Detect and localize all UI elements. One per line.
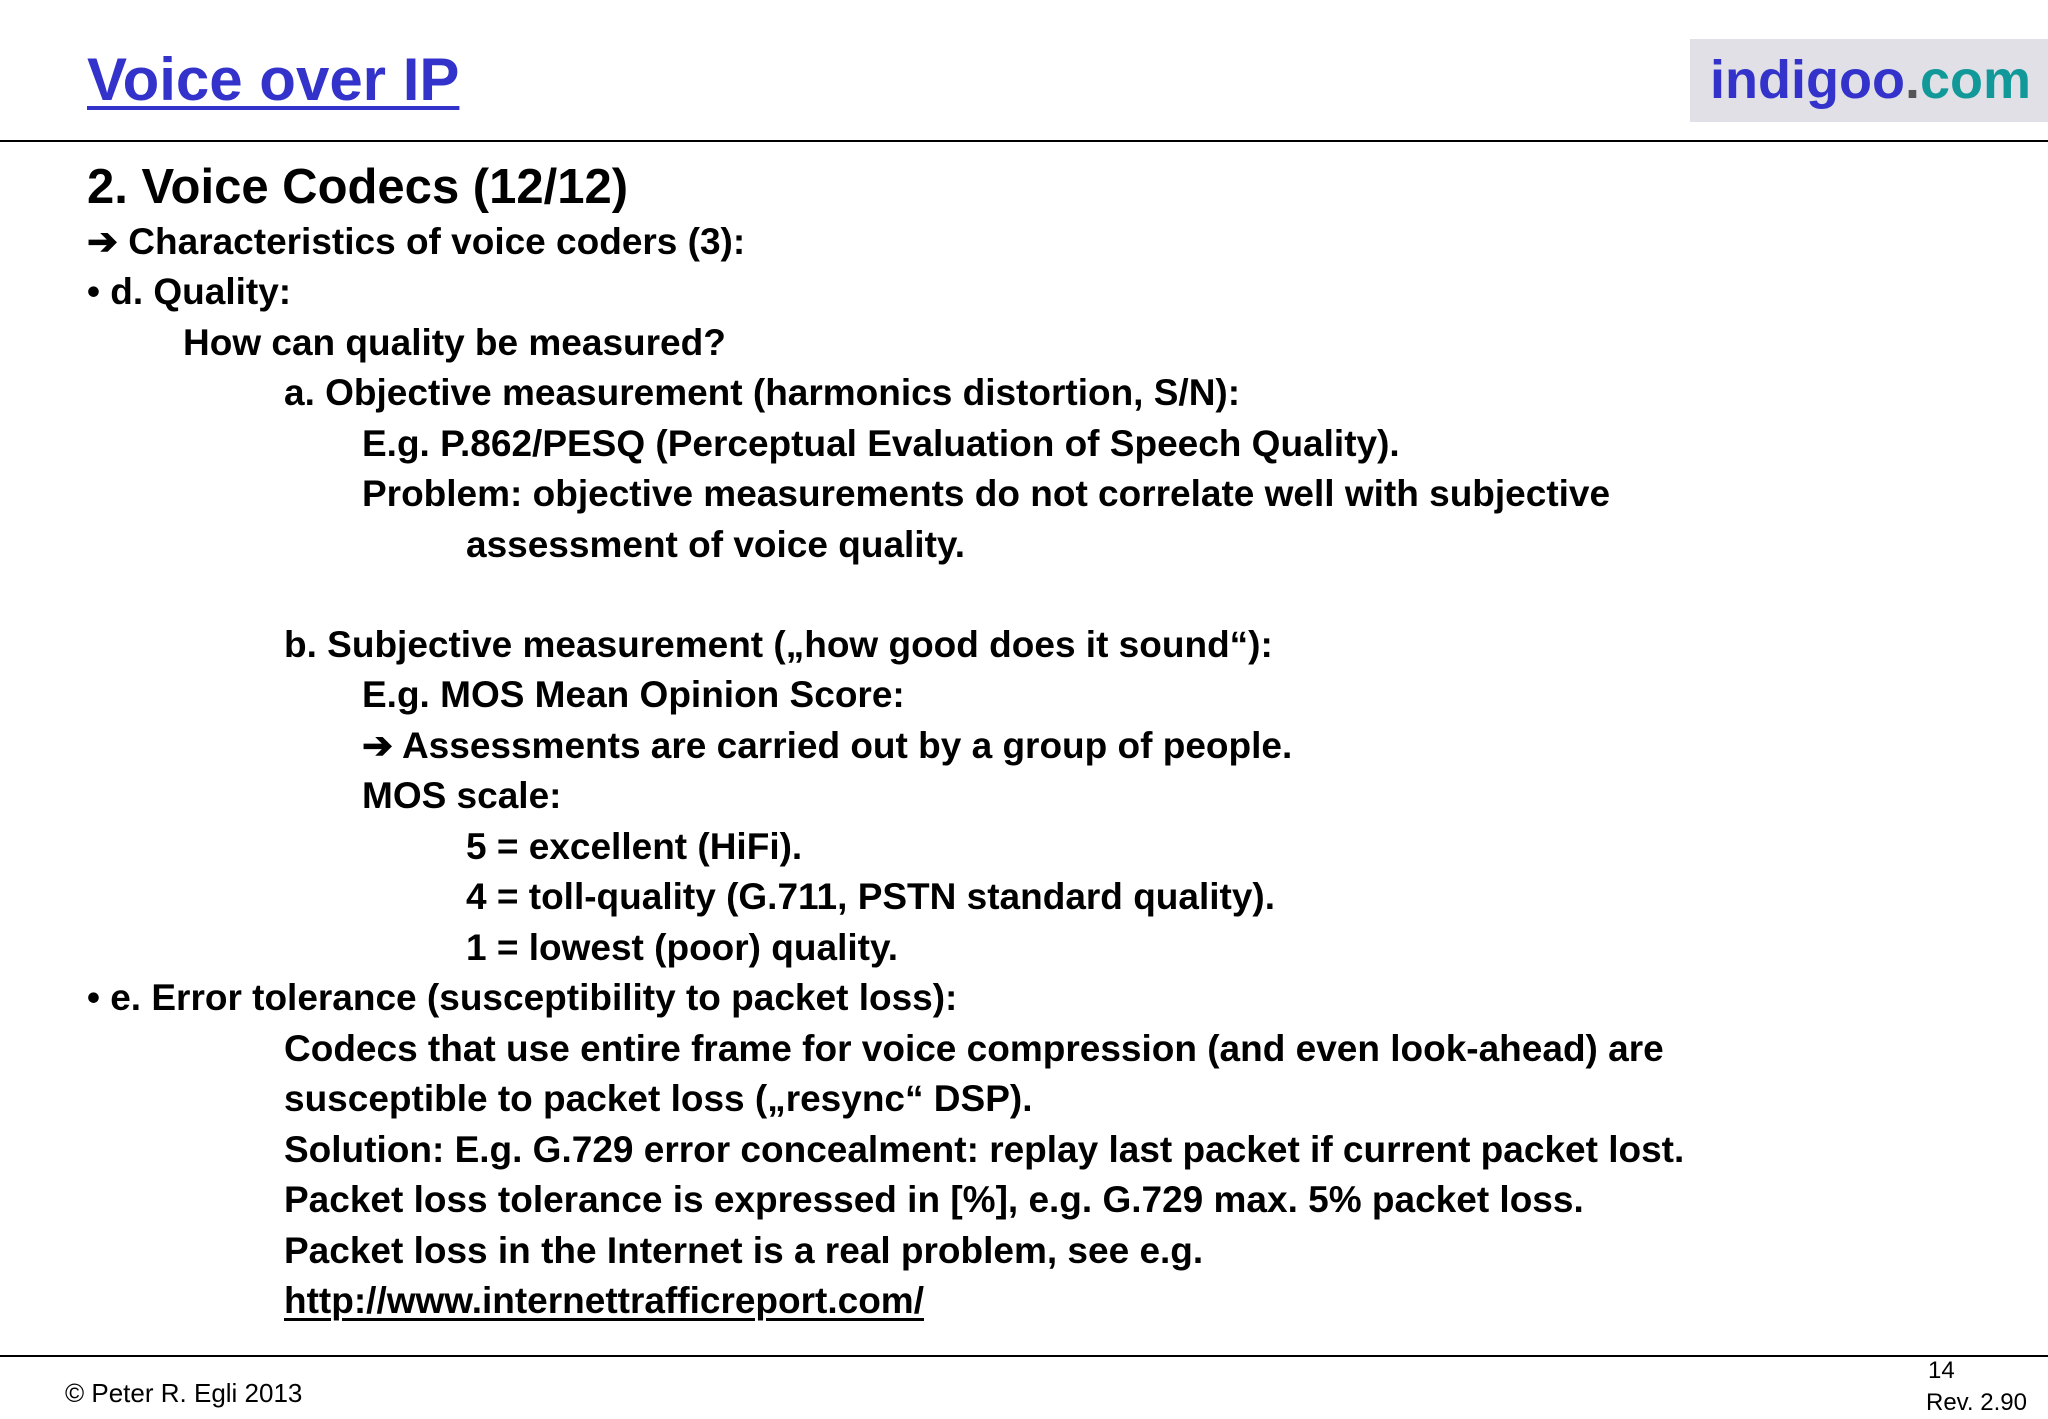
- objective-label: a. Objective measurement (harmonics distortion, S/N):: [284, 372, 1241, 413]
- page-info: [1926, 1355, 2027, 1419]
- internet-traffic-report-link[interactable]: http://www.internettrafficreport.com/: [284, 1280, 924, 1321]
- error-text-line: Codecs that use entire frame for voice compression (and even look-ahead) are: [284, 1028, 1664, 1069]
- subjective-label: b. Subjective measurement („how good does it sound“):: [284, 624, 1273, 665]
- mos-scale-item: 1 = lowest (poor) quality.: [466, 927, 899, 968]
- quality-label: • d. Quality:: [87, 271, 292, 312]
- error-text-line: Packet loss in the Internet is a real problem, see e.g.: [284, 1230, 1204, 1271]
- quality-question: How can quality be measured?: [183, 322, 726, 363]
- objective-problem: Problem: objective measurements do not correlate well with subjective: [362, 473, 1611, 514]
- objective-example: E.g. P.862/PESQ (Perceptual Evaluation of Speech Quality).: [362, 423, 1400, 464]
- error-tolerance-label: • e. Error tolerance (susceptibility to packet loss):: [87, 977, 958, 1018]
- mos-scale-item: 4 = toll-quality (G.711, PSTN standard quality).: [466, 876, 1276, 917]
- subheading: ➔ Characteristics of voice coders (3):: [87, 221, 746, 262]
- revision: Rev. 2.90: [1926, 1389, 2027, 1416]
- objective-problem-continued: assessment of voice quality.: [466, 524, 966, 565]
- slide-title: Voice over IP: [87, 46, 460, 113]
- subjective-example: E.g. MOS Mean Opinion Score:: [362, 674, 905, 715]
- copyright: © Peter R. Egli 2013: [65, 1378, 303, 1408]
- footer-divider: [0, 1355, 2048, 1357]
- section-heading: 2. Voice Codecs (12/12): [87, 160, 629, 214]
- page-number: 14: [1928, 1357, 1955, 1384]
- arrow-icon: ➔: [362, 725, 394, 766]
- error-text-line: Solution: E.g. G.729 error concealment: replay last packet if current packet lost.: [284, 1129, 1685, 1170]
- arrow-icon: ➔: [87, 221, 119, 262]
- error-text-line: Packet loss tolerance is expressed in [%], e.g. G.729 max. 5% packet loss.: [284, 1179, 1584, 1220]
- header-divider: [0, 140, 2048, 142]
- mos-scale-label: MOS scale:: [362, 775, 562, 816]
- indigoo-logo: indigoo.com: [1690, 39, 2048, 122]
- error-text-line: susceptible to packet loss („resync“ DSP).: [284, 1078, 1033, 1119]
- mos-scale-item: 5 = excellent (HiFi).: [466, 826, 803, 867]
- subjective-assessment: ➔ Assessments are carried out by a group of people.: [362, 725, 1293, 766]
